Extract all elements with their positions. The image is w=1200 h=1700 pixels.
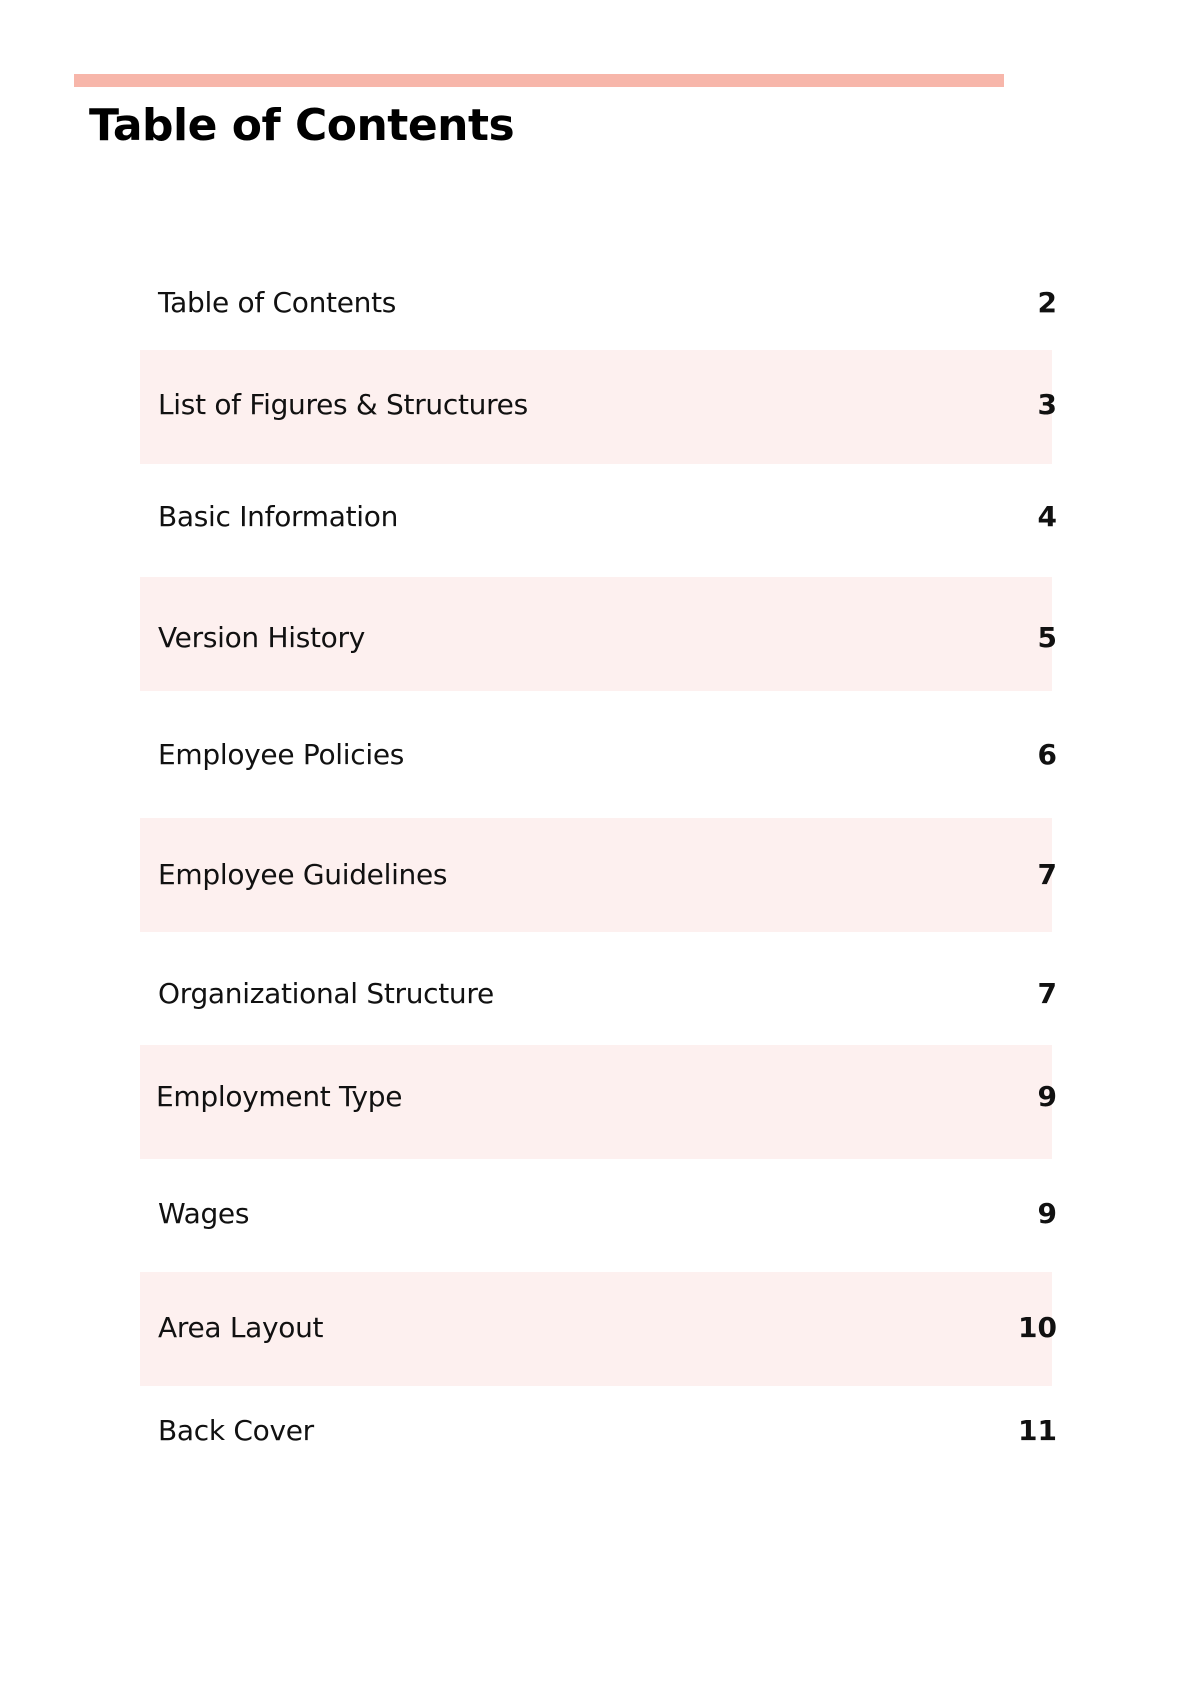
toc-entry-label: Employee Policies bbox=[158, 738, 405, 771]
toc-entry[interactable] bbox=[158, 283, 1057, 323]
toc-entry-label: Employee Guidelines bbox=[158, 858, 448, 891]
toc-entry[interactable] bbox=[158, 1308, 1057, 1348]
toc-entry[interactable] bbox=[158, 1077, 1057, 1117]
toc-entry-page: 11 bbox=[1018, 1414, 1057, 1447]
toc-entry-page: 3 bbox=[1037, 388, 1057, 421]
toc-entry-label: Organizational Structure bbox=[158, 977, 494, 1010]
toc-entry-page: 6 bbox=[1037, 738, 1057, 771]
toc-entry[interactable] bbox=[158, 1411, 1057, 1451]
toc-entry[interactable] bbox=[158, 385, 1057, 425]
toc-entry-page: 7 bbox=[1037, 977, 1057, 1010]
accent-bar bbox=[74, 74, 1004, 87]
toc-entry-label: Basic Information bbox=[158, 500, 399, 533]
page-title: Table of Contents bbox=[89, 100, 515, 151]
toc-entry[interactable] bbox=[158, 1194, 1057, 1234]
toc-entry[interactable] bbox=[158, 497, 1057, 537]
toc-entry-page: 4 bbox=[1037, 500, 1057, 533]
toc-entry-label: Wages bbox=[158, 1197, 250, 1230]
toc-entry-page: 5 bbox=[1037, 621, 1057, 654]
toc-entry-label: Table of Contents bbox=[158, 286, 397, 319]
toc-entry[interactable] bbox=[158, 855, 1057, 895]
toc-entry-label: Version History bbox=[158, 621, 365, 654]
toc-entry-page: 9 bbox=[1037, 1197, 1057, 1230]
toc-entry-label: Employment Type bbox=[156, 1080, 403, 1113]
toc-entry[interactable] bbox=[158, 735, 1057, 775]
toc-entry-page: 9 bbox=[1037, 1080, 1057, 1113]
toc-entry-page: 2 bbox=[1037, 286, 1057, 319]
toc-entry-label: Back Cover bbox=[158, 1414, 314, 1447]
toc-entry-page: 7 bbox=[1037, 858, 1057, 891]
toc-entry-label: Area Layout bbox=[158, 1311, 324, 1344]
toc-entry[interactable] bbox=[158, 618, 1057, 658]
toc-entry-page: 10 bbox=[1018, 1311, 1057, 1344]
toc-entry-label: List of Figures & Structures bbox=[158, 388, 528, 421]
toc-entry[interactable] bbox=[158, 974, 1057, 1014]
